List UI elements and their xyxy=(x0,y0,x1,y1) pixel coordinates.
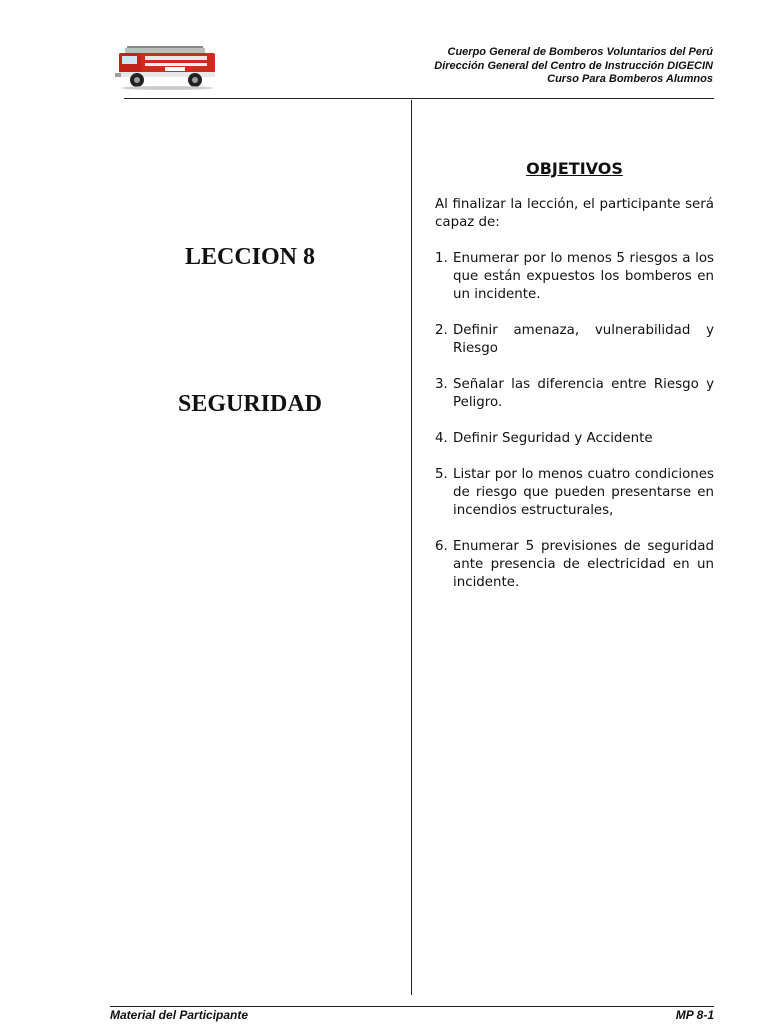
objective-number: 3. xyxy=(435,377,448,392)
header-line-direction: Dirección General del Centro de Instrucción DIGECIN xyxy=(434,59,713,72)
objective-item xyxy=(435,466,714,520)
column-divider xyxy=(411,100,412,995)
objective-number: 2. xyxy=(435,323,448,338)
objective-item xyxy=(435,250,714,304)
objective-item xyxy=(435,430,714,448)
objective-text: Señalar las diferencia entre Riesgo y Peligro. xyxy=(453,377,714,410)
footer-divider xyxy=(110,1006,714,1007)
objective-text: Definir amenaza, vulnerabilidad y Riesgo xyxy=(453,323,714,356)
objective-item xyxy=(435,538,714,592)
footer-page-number: MP 8-1 xyxy=(675,1008,714,1022)
lesson-title: LECCION 8 xyxy=(184,244,316,270)
objective-item xyxy=(435,322,714,358)
footer-material-label: Material del Participante xyxy=(110,1008,249,1022)
objective-number: 6. xyxy=(435,539,448,554)
header-line-course: Curso Para Bomberos Alumnos xyxy=(547,73,713,85)
objective-text: Definir Seguridad y Accidente xyxy=(453,431,653,446)
fire-truck-icon xyxy=(115,46,221,90)
objective-number: 4. xyxy=(435,431,448,446)
objective-text: Enumerar 5 previsiones de seguridad ante presencia de electricidad en un incidente. xyxy=(453,539,714,590)
objectives-list xyxy=(435,250,714,610)
objective-number: 1. xyxy=(435,251,448,266)
header-institution xyxy=(293,46,713,87)
header-line-organization: Cuerpo General de Bomberos Voluntarios del Perú xyxy=(447,46,713,58)
objectives-heading: OBJETIVOS xyxy=(526,159,623,178)
objectives-intro: Al finalizar la lección, el participante será capaz de: xyxy=(435,197,714,230)
header-divider xyxy=(124,98,714,99)
lesson-subject: SEGURIDAD xyxy=(177,391,323,417)
objective-text: Listar por lo menos cuatro condiciones de riesgo que pueden presentarse en incendios estructurales, xyxy=(453,467,714,518)
objective-item xyxy=(435,376,714,412)
objective-text: Enumerar por lo menos 5 riesgos a los que están expuestos los bomberos en un incidente. xyxy=(453,251,714,302)
objective-number: 5. xyxy=(435,467,448,482)
